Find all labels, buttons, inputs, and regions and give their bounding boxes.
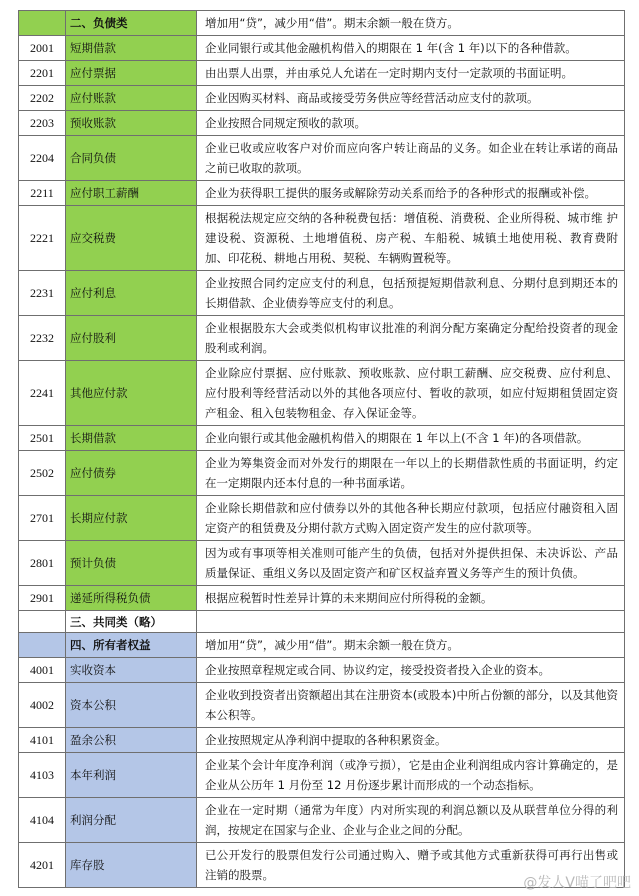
table-row [19,541,625,586]
table-row [19,61,625,86]
section-header-common [19,611,625,633]
account-name: 利润分配 [66,798,197,843]
account-desc: 已公开发行的股票但发行公司通过购入、赠予或其他方式重新获得可再行出售或注销的股票。 [197,843,625,888]
account-name: 应交税费 [66,206,197,271]
account-code: 2221 [19,206,66,271]
account-name: 长期应付款 [66,496,197,541]
table-row [19,728,625,753]
account-name: 长期借款 [66,426,197,451]
account-name: 应付债券 [66,451,197,496]
account-desc: 企业某个会计年度净利润（或净亏损），它是由企业利润组成内容计算确定的，是企业从公历年 1 月份至 12 月份逐步累计而形成的一个动态指标。 [197,753,625,798]
account-code: 4103 [19,753,66,798]
account-desc: 因为或有事项等相关准则可能产生的负债，包括对外提供担保、未决诉讼、产品质量保证、重组义务以及固定资产和矿区权益弃置义务等产生的预计负债。 [197,541,625,586]
account-desc: 企业按照合同规定预收的款项。 [197,111,625,136]
account-code: 2001 [19,36,66,61]
account-code: 2901 [19,586,66,611]
account-code: 4001 [19,658,66,683]
table-row [19,586,625,611]
account-table [18,10,625,888]
account-desc: 企业按照章程规定或合同、协议约定，接受投资者投入企业的资本。 [197,658,625,683]
section-code-cell [19,611,66,633]
account-name: 资本公积 [66,683,197,728]
account-desc: 企业在一定时期（通常为年度）内对所实现的利润总额以及从联营单位分得的利润，按规定在国家与企业、企业与企业之间的分配。 [197,798,625,843]
account-desc: 企业按照规定从净利润中提取的各种积累资金。 [197,728,625,753]
account-desc: 企业同银行或其他金融机构借入的期限在 1 年(含 1 年)以下的各种借款。 [197,36,625,61]
section-title: 三、共同类（略） [66,611,197,633]
table-row [19,658,625,683]
account-code: 2502 [19,451,66,496]
account-desc: 企业因购买材料、商品或接受劳务供应等经营活动应支付的款项。 [197,86,625,111]
section-title: 二、负债类 [66,11,197,36]
table-row [19,798,625,843]
account-name: 盈余公积 [66,728,197,753]
table-row [19,181,625,206]
watermark: @发人V喵了吧吧 [523,875,631,891]
account-desc: 企业按照合同约定应支付的利息，包括预提短期借款利息、分期付息到期还本的长期借款、企业债券等应支付的利息。 [197,271,625,316]
table-row [19,111,625,136]
table-row [19,36,625,61]
account-name: 本年利润 [66,753,197,798]
account-code: 4101 [19,728,66,753]
account-code: 2231 [19,271,66,316]
account-code: 2701 [19,496,66,541]
table-row [19,136,625,181]
account-name: 应付职工薪酬 [66,181,197,206]
account-code: 2232 [19,316,66,361]
account-desc: 企业除应付票据、应付账款、预收账款、应付职工薪酬、应交税费、应付利息、应付股利等经营活动以外的其他各项应付、暂收的款项，如应付短期租赁固定资产租金、租入包装物租金、存入保证金等。 [197,361,625,426]
account-name: 库存股 [66,843,197,888]
account-desc: 企业根据股东大会或类似机构审议批准的利润分配方案确定分配给投资者的现金股利或利润。 [197,316,625,361]
account-desc: 由出票人出票，并由承兑人允诺在一定时期内支付一定款项的书面证明。 [197,61,625,86]
section-header-equity [19,633,625,658]
account-name: 应付股利 [66,316,197,361]
account-code: 2203 [19,111,66,136]
account-code: 2501 [19,426,66,451]
table-row [19,316,625,361]
account-code: 2801 [19,541,66,586]
account-desc: 企业除长期借款和应付债券以外的其他各种长期应付款项，包括应付融资租入固定资产的租赁费及分期付款方式购入固定资产发生的应付款项等。 [197,496,625,541]
account-desc: 企业为获得职工提供的服务或解除劳动关系而给予的各种形式的报酬或补偿。 [197,181,625,206]
section-header-liabilities [19,11,625,36]
account-name: 实收资本 [66,658,197,683]
account-desc: 企业收到投资者出资额超出其在注册资本(或股本)中所占份额的部分，以及其他资本公积等。 [197,683,625,728]
account-name: 应付利息 [66,271,197,316]
account-code: 2211 [19,181,66,206]
table-row [19,683,625,728]
section-desc: 增加用“贷”，减少用“借”。期末余额一般在贷方。 [197,11,625,36]
account-name: 应付票据 [66,61,197,86]
account-code: 4104 [19,798,66,843]
account-name: 合同负债 [66,136,197,181]
table-row [19,206,625,271]
section-code-cell [19,633,66,658]
account-code: 2201 [19,61,66,86]
account-name: 递延所得税负债 [66,586,197,611]
account-code: 4201 [19,843,66,888]
account-code: 2202 [19,86,66,111]
section-title: 四、所有者权益 [66,633,197,658]
account-name: 预计负债 [66,541,197,586]
table-row [19,753,625,798]
account-desc: 企业已收或应收客户对价而应向客户转让商品的义务。如企业在转让承诺的商品之前已收取的款项。 [197,136,625,181]
table-row [19,451,625,496]
account-code: 2204 [19,136,66,181]
account-name: 应付账款 [66,86,197,111]
table-row [19,361,625,426]
account-code: 4002 [19,683,66,728]
account-name: 短期借款 [66,36,197,61]
table-row [19,86,625,111]
account-desc: 根据应税暂时性差异计算的未来期间应付所得税的金额。 [197,586,625,611]
account-desc: 企业为筹集资金而对外发行的期限在一年以上的长期借款性质的书面证明，约定在一定期限内还本付息的一种书面承诺。 [197,451,625,496]
account-desc: 企业向银行或其他金融机构借入的期限在 1 年以上(不含 1 年)的各项借款。 [197,426,625,451]
account-name: 预收账款 [66,111,197,136]
table-row [19,426,625,451]
table-row [19,271,625,316]
account-name: 其他应付款 [66,361,197,426]
section-desc: 增加用“贷”，减少用“借”。期末余额一般在贷方。 [197,633,625,658]
account-code: 2241 [19,361,66,426]
section-code-cell [19,11,66,36]
table-row [19,496,625,541]
section-desc [197,611,625,633]
account-desc: 根据税法规定应交纳的各种税费包括：增值税、消费税、企业所得税、城市维 护建设税、资源税、土地增值税、房产税、车船税、城镇土地使用税、教育费附加、印花税、耕地占用税、契税、车辆购置税等。 [197,206,625,271]
